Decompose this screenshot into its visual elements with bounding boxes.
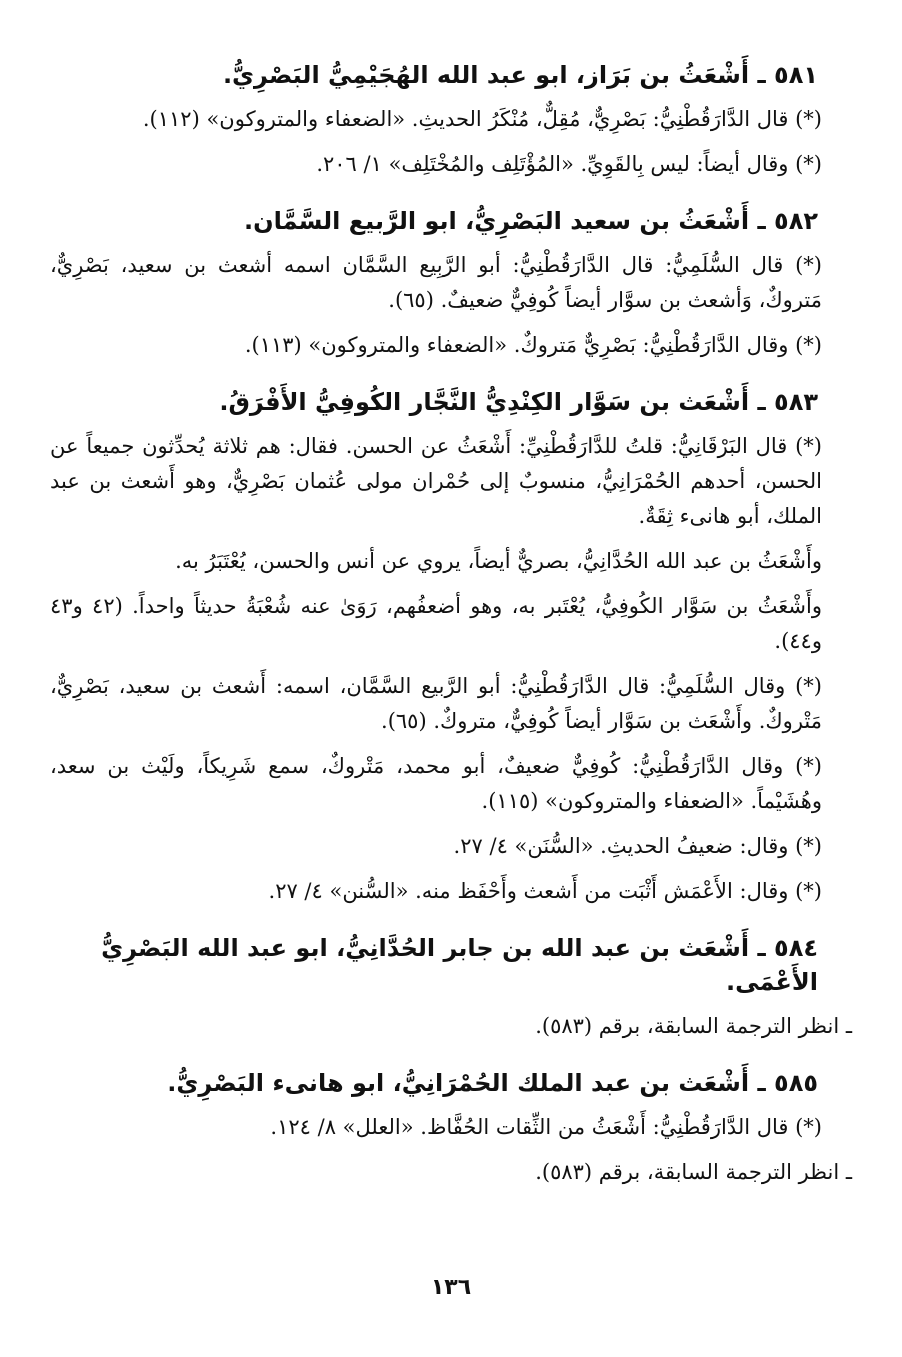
entry-paragraph: (*) قال الدَّارَقُطْنِيُّ: بَصْرِيٌّ، مُقِلٌّ، مُنْكَرُ الحديثِ. «الضعفاء والمتروكون» (١١٢).	[142, 107, 822, 131]
entry-heading: ٥٨٤ ـ أَشْعَث بن عبد الله بن جابر الحُدَّانِيُّ، ابو عبد الله البَصْرِيُّ الأَعْمَى.	[101, 934, 818, 996]
entry-583	[50, 385, 852, 909]
entry-584	[50, 931, 852, 1044]
entry-paragraph: (*) قال البَرْقَانِيُّ: قلتُ للدَّارَقُطْنِيِّ: أَشْعَثُ عن الحسن. فقال: هم ثلاثة يُحدِّثون جميعاً عن الحسن، أحدهم الحُمْرَانِيُّ، منسوبٌ إلى حُمْران مولى عُثمان بَصْرِيٌّ، وهو أَشعث بن عبد الملك، أبو هانىء ثِقَةٌ.	[50, 434, 822, 528]
entry-paragraph: (*) قال الدَّارَقُطْنِيُّ: أَشْعَثُ من الثِّقات الحُفَّاظ. «العلل» ٨/ ١٢٤.	[270, 1115, 822, 1139]
entry-paragraph: وأَشْعَثُ بن سَوَّار الكُوفِيُّ، يُعْتَبر به، وهو أضعفُهم، رَوَىٰ عنه شُعْبَةُ حديثاً واحداً. (٤٢ و٤٣ و٤٤).	[50, 594, 822, 653]
entry-paragraph: ـ انظر الترجمة السابقة، برقم (٥٨٣).	[535, 1160, 852, 1184]
entry-paragraph: (*) وقال السُّلَمِيُّ: قال الدَّارَقُطْنِيُّ: أبو الرَّبيع السَّمَّان، اسمه: أَشعث بن سعيد، بَصْرِيٌّ، مَتْروكٌ. وأَشْعَث بن سَوَّار أيضاً كُوفِيٌّ، متروكٌ. (٦٥).	[50, 674, 822, 733]
entry-heading: ٥٨٥ ـ أَشْعَث بن عبد الملك الحُمْرَانِيُّ، ابو هانىء البَصْرِيُّ.	[167, 1069, 818, 1097]
entry-paragraph: وأَشْعَثُ بن عبد الله الحُدَّانِيُّ، بصريٌّ أيضاً، يروي عن أنس والحسن، يُعْتَبَرُ به.	[175, 549, 822, 573]
entry-paragraph: (*) وقال: ضعيفُ الحديثِ. «السُّنَن» ٤/ ٢٧.	[453, 834, 822, 858]
entry-paragraph: (*) وقال الدَّارَقُطْنِيُّ: بَصْرِيٌّ مَتروكٌ. «الضعفاء والمتروكون» (١١٣).	[244, 333, 822, 357]
entry-paragraph: ـ انظر الترجمة السابقة، برقم (٥٨٣).	[535, 1014, 852, 1038]
entry-581	[50, 58, 852, 182]
entry-heading: ٥٨٢ ـ أَشْعَثُ بن سعيد البَصْرِيُّ، ابو الرَّبيع السَّمَّان.	[244, 207, 818, 235]
entry-heading: ٥٨٣ ـ أَشْعَث بن سَوَّار الكِنْدِيُّ النَّجَّار الكُوفِيُّ الأَفْرَقُ.	[219, 388, 818, 416]
entry-heading: ٥٨١ ـ أَشْعَثُ بن بَرَاز، ابو عبد الله الهُجَيْمِيُّ البَصْرِيُّ.	[222, 61, 818, 89]
entry-585	[50, 1066, 852, 1190]
entry-paragraph: (*) وقال أيضاً: ليس بِالقَوِيِّ. «المُؤْتَلِف والمُخْتَلِف» ١/ ٢٠٦.	[316, 152, 822, 176]
entry-paragraph: (*) قال السُّلَمِيُّ: قال الدَّارَقُطْنِيُّ: أبو الرَّبِيع السَّمَّان اسمه أشعث بن سعيد، بَصْرِيٌّ، مَتروكٌ، وَأشعث بن سوَّار أيضاً كُوفِيٌّ ضعيفٌ. (٦٥).	[50, 253, 822, 312]
entry-paragraph: (*) وقال: الأَعْمَش أَثْبَت من أَشعث وأَحْفَظ منه. «السُّنن» ٤/ ٢٧.	[268, 879, 822, 903]
page-number: ١٣٦	[430, 1275, 472, 1300]
entry-582	[50, 204, 852, 363]
entry-paragraph: (*) وقال الدَّارَقُطْنِيُّ: كُوفِيٌّ ضعيفٌ، أبو محمد، مَتْروكٌ، سمع شَرِيكاً، ولَيْث بن سعد، وهُشَيْماً. «الضعفاء والمتروكون» (١١٥).	[50, 754, 822, 813]
